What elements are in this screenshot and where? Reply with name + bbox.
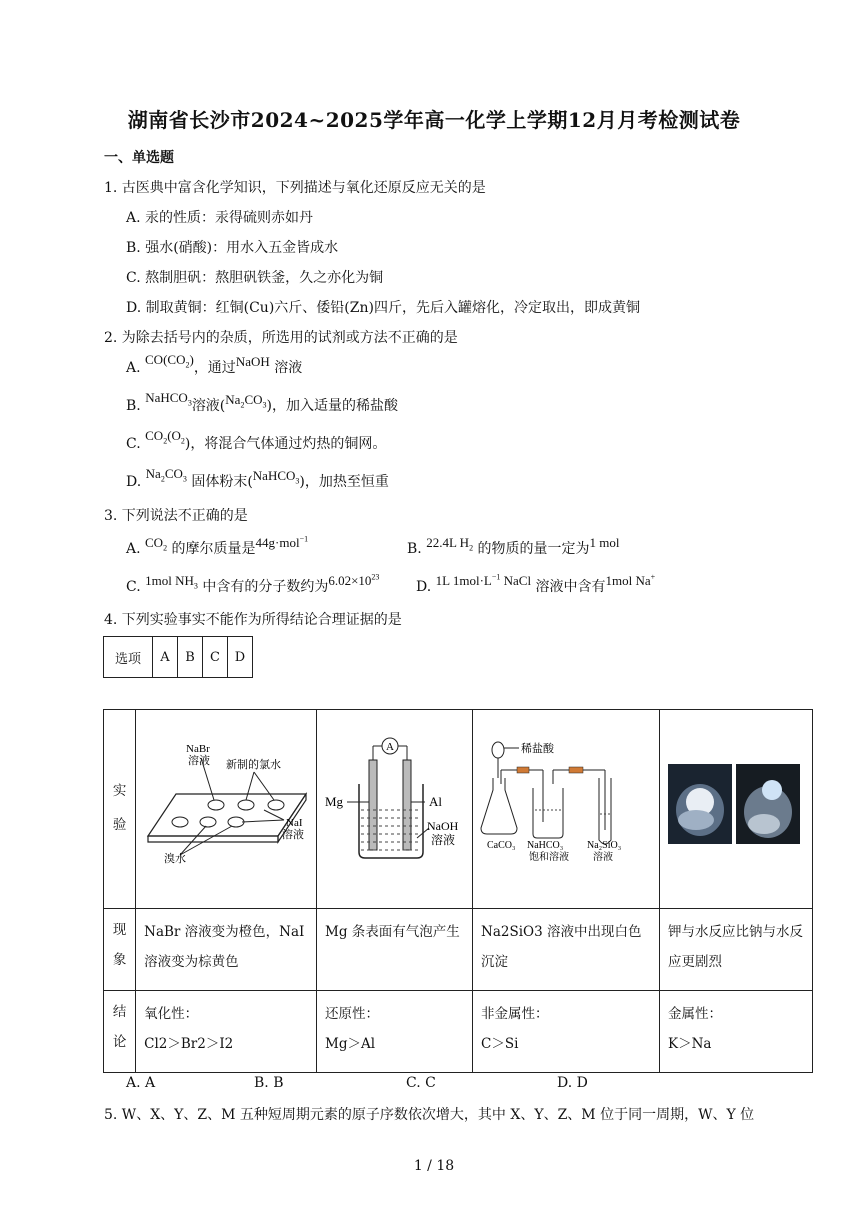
phenomenon-a: NaBr 溶液变为橙色，NaI 溶液变为棕黄色: [136, 909, 317, 991]
ammeter-label: A: [386, 741, 394, 753]
q3-option-c: C. 1mol $NH_3$ 中含有的分子数约为$6.02\times 10^{23}$: [126, 572, 380, 595]
conclusion-d: 金属性： K＞Na: [660, 991, 813, 1073]
potassium-water-photo: [660, 710, 812, 904]
q2-stem: 2. 为除去括号内的杂质，所选用的试剂或方法不正确的是: [104, 330, 458, 346]
figure-galvanic-cell: [317, 710, 473, 909]
q3-option-d: D. 1L $1mol\cdot L^{-1}$ NaCl 溶液中含有1mol Na+: [416, 572, 656, 595]
section-heading: 一、单选题: [104, 150, 174, 166]
q5-stem: 5. W、X、Y、Z、M 五种短周期元素的原子序数依次增大，其中 X、Y、Z、M 位于同一周期，W、Y 位: [104, 1107, 755, 1123]
q1-option-c: C. 熬制胆矾：熬胆矾铁釜，久之亦化为铜: [126, 270, 384, 286]
row-label-phenomenon: 现象: [104, 909, 136, 991]
q3-option-a: A. $CO_2$ 的摩尔质量是44g·mol$^{-1}$: [126, 534, 309, 557]
label-naoh: NaOH: [427, 819, 459, 833]
q2-option-c: C. $CO_2(O_2)$，将混合气体通过灼热的铜网。: [126, 428, 387, 452]
label-chlorine-water: 新制的氯水: [226, 759, 282, 771]
conclusion-a: 氧化性： Cl2＞Br2＞I2: [136, 991, 317, 1073]
label-na2sio3: Na₂SiO₃: [587, 840, 622, 851]
option-cell: D: [228, 637, 253, 678]
acid-strength-diagram: [473, 710, 659, 904]
label-naoh-solution: 溶液: [431, 833, 456, 847]
label-na2sio3-solution: 溶液: [593, 852, 613, 863]
q4-answer-a: A. A: [126, 1075, 156, 1091]
option-cell: C: [203, 637, 228, 678]
label-nai-solution: 溶液: [282, 829, 305, 841]
q2-option-b: B. NaHCO$_3$溶液$(Na_2CO_3)$，加入适量的稀盐酸: [126, 390, 398, 414]
figure-acid-strength: [473, 710, 660, 909]
label-saturated-solution: 饱和溶液: [529, 852, 569, 863]
options-header: 选项: [104, 637, 153, 678]
phenomenon-c: Na2SiO3 溶液中出现白色沉淀: [473, 909, 660, 991]
row-label-conclusion: 结论: [104, 991, 136, 1073]
q1-option-a: A. 汞的性质：汞得硫则赤如丹: [126, 210, 314, 226]
q1-option-b: B. 强水(硝酸)：用水入五金皆成水: [126, 240, 339, 256]
experiment-table: [103, 709, 813, 1073]
label-bromine-water: 溴水: [164, 853, 187, 865]
q4-answer-b: B. B: [254, 1075, 284, 1091]
label-al: Al: [429, 794, 442, 809]
q3-stem: 3. 下列说法不正确的是: [104, 508, 248, 524]
q1-stem: 1. 古医典中富含化学知识，下列描述与氧化还原反应无关的是: [104, 180, 486, 196]
label-mg: Mg: [325, 794, 344, 809]
figure-halogen-reaction: [136, 710, 317, 909]
q2-option-d: D. $Na_2CO_3$ 固体粉末(NaHCO$_3$)，加热至恒重: [126, 466, 389, 490]
row-label-experiment: 实验: [104, 710, 136, 909]
page-title: 湖南省长沙市2024~2025学年高一化学上学期12月月考检测试卷: [127, 108, 741, 132]
conclusion-c: 非金属性： C＞Si: [473, 991, 660, 1073]
label-caco3: CaCO₃: [487, 840, 516, 851]
label-nahco3: NaHCO₃: [527, 840, 564, 851]
label-nabr-solution: 溶液: [188, 755, 211, 767]
label-nai: NaI: [286, 817, 303, 829]
q1-option-d: D. 制取黄铜：红铜(Cu)六斤、倭铅(Zn)四斤，先后入罐熔化，冷定取出，即成黄铜: [126, 300, 640, 316]
q3-option-b: B. 22.4L $H_2$ 的物质的量一定为1 mol: [407, 535, 620, 557]
q4-answer-d: D. D: [557, 1075, 588, 1091]
option-cell: A: [153, 637, 178, 678]
q4-stem: 4. 下列实验事实不能作为所得结论合理证据的是: [104, 612, 402, 628]
q4-answer-c: C. C: [406, 1075, 436, 1091]
halogen-plate-diagram: [136, 710, 314, 904]
phenomenon-d: 钾与水反应比钠与水反应更剧烈: [660, 909, 813, 991]
page-number: 1 / 18: [413, 1158, 455, 1174]
options-table: [103, 636, 253, 678]
galvanic-cell-diagram: [317, 710, 472, 904]
label-nabr: NaBr: [186, 743, 210, 755]
q2-option-a: A. $CO(CO_2)$，通过NaOH 溶液: [126, 352, 303, 376]
figure-potassium-water: [660, 710, 813, 909]
label-hcl: 稀盐酸: [521, 743, 554, 755]
phenomenon-b: Mg 条表面有气泡产生: [317, 909, 473, 991]
option-cell: B: [178, 637, 203, 678]
conclusion-b: 还原性： Mg＞Al: [317, 991, 473, 1073]
